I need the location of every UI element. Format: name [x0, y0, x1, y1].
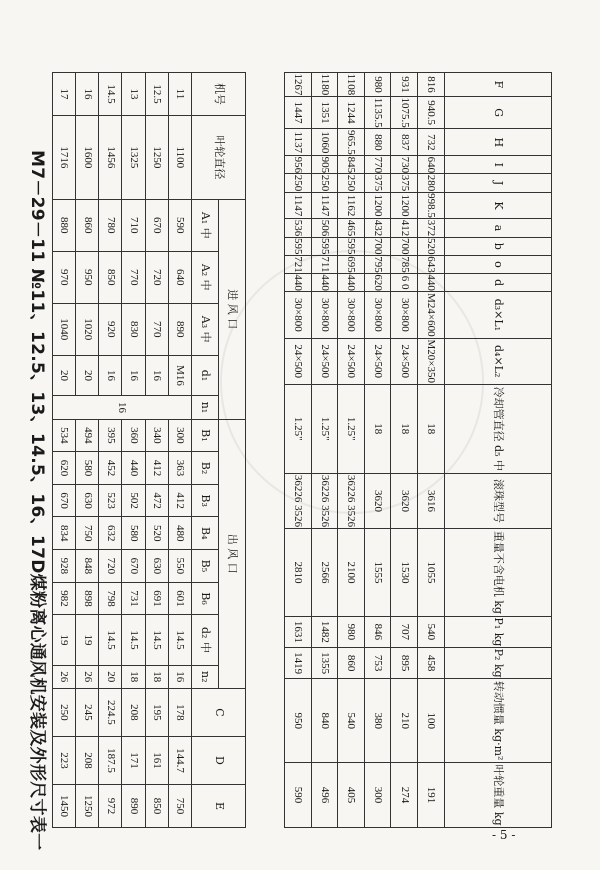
table-cell: 1180	[311, 73, 338, 97]
table-cell: 208	[76, 736, 99, 784]
table-cell: 1482	[311, 616, 338, 647]
table-cell: 30×800	[391, 292, 418, 338]
table-cell: 595	[285, 237, 312, 255]
table-cell: 250	[338, 174, 365, 192]
header-B5: B₅	[192, 550, 219, 583]
table-cell: 732	[418, 129, 445, 156]
table-one-body	[52, 73, 191, 828]
table-cell: 19	[76, 615, 99, 665]
table-cell: 24×500	[391, 338, 418, 384]
table-cell: 1020	[76, 303, 99, 355]
table-cell: 432	[364, 219, 391, 237]
table-cell: 550	[168, 550, 191, 583]
table-cell: 191	[418, 763, 445, 828]
table-cell: 1631	[285, 616, 312, 647]
table-cell: 1450	[52, 784, 75, 827]
table-cell: 18	[364, 384, 391, 473]
table-cell: 472	[145, 484, 168, 517]
table-cell: 440	[285, 274, 312, 292]
table-cell: 18	[391, 384, 418, 473]
table-cell: 506	[311, 219, 338, 237]
table-cell: 405	[338, 763, 365, 828]
header-d4L2: d₄×L₂	[444, 338, 551, 384]
table-cell: 982	[52, 582, 75, 615]
table-cell: 1325	[122, 115, 145, 199]
table-cell: 16	[99, 355, 122, 396]
table-cell: 1355	[311, 648, 338, 679]
table-cell: 595	[338, 237, 365, 255]
header-E: E	[192, 784, 246, 827]
table-cell: 1147	[311, 192, 338, 219]
table-cell: 363	[168, 452, 191, 485]
header-inlet: 进 风 口	[219, 199, 246, 419]
table-cell: 496	[311, 763, 338, 828]
table-cell: 905	[311, 156, 338, 174]
table-cell: 14.5	[99, 615, 122, 665]
table-cell: 30×800	[311, 292, 338, 338]
table-cell: 12.5	[145, 73, 168, 116]
table-cell: 372	[418, 219, 445, 237]
header-A3: A₃ 中	[192, 303, 219, 355]
table-cell: 670	[52, 484, 75, 517]
table-cell: 980	[364, 73, 391, 97]
table-cell: 440	[311, 274, 338, 292]
table-cell: 845	[338, 156, 365, 174]
table-cell: 36226 3526	[311, 473, 338, 528]
table-cell: 1419	[285, 648, 312, 679]
table-cell: 465	[338, 219, 365, 237]
table-cell: 195	[145, 688, 168, 736]
header-d3L1: d₃×L₁	[444, 292, 551, 338]
table-cell: 520	[418, 237, 445, 255]
header-J: J	[444, 174, 551, 192]
table-cell: 590	[168, 199, 191, 251]
table-cell: 187.5	[99, 736, 122, 784]
table-cell: 711	[311, 255, 338, 273]
table-cell: 36226 3526	[338, 473, 365, 528]
table-cell: 412	[168, 484, 191, 517]
table-cell: 1147	[285, 192, 312, 219]
table-cell: 412	[391, 219, 418, 237]
table-cell: 846	[364, 616, 391, 647]
table-cell: 940.5	[418, 96, 445, 129]
table-cell: 890	[168, 303, 191, 355]
table-cell: 920	[99, 303, 122, 355]
table-cell: 1244	[338, 96, 365, 129]
table-cell: 412	[145, 452, 168, 485]
table-cell: 2810	[285, 529, 312, 617]
table-cell: 780	[99, 199, 122, 251]
table-cell: 860	[338, 648, 365, 679]
table-cell: M20×350	[418, 338, 445, 384]
table-cell: 710	[122, 199, 145, 251]
table-cell: 19	[52, 615, 75, 665]
table-row	[76, 73, 99, 828]
table-cell: 1250	[76, 784, 99, 827]
table-cell: 1530	[391, 529, 418, 617]
table-cell: 700	[364, 237, 391, 255]
table-cell: 300	[364, 763, 391, 828]
table-cell: M16	[168, 355, 191, 396]
table-cell: 18	[145, 665, 168, 688]
table-cell: 375	[364, 174, 391, 192]
header-bearing: 滚珠型号	[444, 473, 551, 528]
table-cell: 440	[418, 274, 445, 292]
table-cell: 502	[122, 484, 145, 517]
table-cell: 340	[145, 419, 168, 452]
table-row	[145, 73, 168, 828]
header-P2: P₂ kg	[444, 648, 551, 679]
table-cell: 1108	[338, 73, 365, 97]
table-cell: 580	[76, 452, 99, 485]
table-cell: 6 0	[391, 274, 418, 292]
table-cell: 1600	[76, 115, 99, 199]
table-cell: 890	[122, 784, 145, 827]
document-title: M7－29－11 №11、12.5、13、14.5、16、17D煤粉离心通风机安装及外形尺寸表一	[27, 150, 47, 851]
table-cell: 171	[122, 736, 145, 784]
table-row	[364, 73, 391, 828]
table-cell: 16	[168, 665, 191, 688]
table-cell: 1040	[52, 303, 75, 355]
table-cell: 970	[52, 251, 75, 303]
table-cell: 834	[52, 517, 75, 550]
table-row	[99, 73, 122, 828]
table-cell: 144.7	[168, 736, 191, 784]
table-cell: 670	[122, 550, 145, 583]
table-cell: 3620	[364, 473, 391, 528]
table-cell: 245	[76, 688, 99, 736]
table-cell: 16	[145, 355, 168, 396]
table-cell: 30×800	[364, 292, 391, 338]
table-cell: 178	[168, 688, 191, 736]
table-cell: 14.5	[99, 73, 122, 116]
table-cell: 860	[76, 199, 99, 251]
table-cell: 3616	[418, 473, 445, 528]
table-cell: 816	[418, 73, 445, 97]
table-cell: 643	[418, 255, 445, 273]
table-cell: 753	[364, 648, 391, 679]
table-cell: 100	[418, 679, 445, 763]
header-P1: P₁ kg	[444, 616, 551, 647]
table-cell: 837	[391, 129, 418, 156]
table-cell: M24×600	[418, 292, 445, 338]
table-cell: 24×500	[311, 338, 338, 384]
table-cell: 695	[338, 255, 365, 273]
table-cell: 534	[52, 419, 75, 452]
table-cell: 1055	[418, 529, 445, 617]
table-cell: 640	[168, 251, 191, 303]
table-row	[311, 73, 338, 828]
table-cell: 770	[145, 303, 168, 355]
table-row	[285, 73, 312, 828]
table-cell: 898	[76, 582, 99, 615]
table-cell: 707	[391, 616, 418, 647]
table-cell: 795	[364, 255, 391, 273]
table-cell: 1351	[311, 96, 338, 129]
table-cell: 375	[391, 174, 418, 192]
table-cell: 670	[145, 199, 168, 251]
table-cell: 691	[145, 582, 168, 615]
table-cell: 840	[311, 679, 338, 763]
table-cell: 720	[99, 550, 122, 583]
table-cell: 972	[99, 784, 122, 827]
table-cell: 721	[285, 255, 312, 273]
table-cell: 250	[52, 688, 75, 736]
table-cell: 980	[338, 616, 365, 647]
table-cell: 250	[311, 174, 338, 192]
header-machine-no: 机号	[192, 73, 246, 116]
table-cell: 950	[76, 251, 99, 303]
table-cell: 440	[338, 274, 365, 292]
header-I: I	[444, 156, 551, 174]
header-H: H	[444, 129, 551, 156]
table-cell: 998.5	[418, 192, 445, 219]
table-cell: 630	[145, 550, 168, 583]
table-cell: 730	[391, 156, 418, 174]
table-cell: 950	[285, 679, 312, 763]
table-cell: 700	[391, 237, 418, 255]
table-cell: 731	[122, 582, 145, 615]
table-cell: 880	[52, 199, 75, 251]
table-cell: 1060	[311, 129, 338, 156]
table-cell: 161	[145, 736, 168, 784]
header-G: G	[444, 96, 551, 129]
header-impeller-diameter: 叶轮直径	[192, 115, 246, 199]
header-cooling-pipe: 冷却管直径 d₅ 中	[444, 384, 551, 473]
table-row	[391, 73, 418, 828]
table-cell: 830	[122, 303, 145, 355]
table-cell: 360	[122, 419, 145, 452]
table-cell: 223	[52, 736, 75, 784]
table-cell: 20	[99, 665, 122, 688]
table-cell: 2566	[311, 529, 338, 617]
table-cell: 965.5	[338, 129, 365, 156]
table-cell: 1200	[364, 192, 391, 219]
header-B2: B₂	[192, 452, 219, 485]
table-cell: 300	[168, 419, 191, 452]
table-cell: 36226 3526	[285, 473, 312, 528]
table-cell: 880	[364, 129, 391, 156]
table-cell: 2100	[338, 529, 365, 617]
table-cell: 956	[285, 156, 312, 174]
header-A2: A₂ 中	[192, 251, 219, 303]
table-cell: 850	[99, 251, 122, 303]
header-inertia: 转动惯量 kg·m²	[444, 679, 551, 763]
table-cell: 895	[391, 648, 418, 679]
header-d2: d₂ 中	[192, 615, 219, 665]
header-C: C	[192, 688, 246, 736]
table-cell: 250	[285, 174, 312, 192]
table-cell: 590	[285, 763, 312, 828]
table-cell: 17	[52, 73, 75, 116]
table-cell: 1137	[285, 129, 312, 156]
table-cell: 640	[418, 156, 445, 174]
header-n2: n₂	[192, 665, 219, 688]
table-cell: 3620	[391, 473, 418, 528]
header-n1: n₁	[192, 396, 219, 419]
table-cell: 16	[76, 73, 99, 116]
table-cell: 850	[145, 784, 168, 827]
table-cell: 785	[391, 255, 418, 273]
table-cell: 480	[168, 517, 191, 550]
header-F: F	[444, 73, 551, 97]
table-cell: 494	[76, 419, 99, 452]
table-cell: 452	[99, 452, 122, 485]
table-cell: 14.5	[145, 615, 168, 665]
table-cell: 770	[122, 251, 145, 303]
table-cell: 14.5	[168, 615, 191, 665]
table-cell: 770	[364, 156, 391, 174]
table-row	[52, 73, 75, 828]
header-d: d	[444, 274, 551, 292]
table-cell: 630	[76, 484, 99, 517]
table-cell: 1.25"	[338, 384, 365, 473]
table-cell-n1: 16	[52, 396, 191, 419]
table-cell: 632	[99, 517, 122, 550]
table-cell: 798	[99, 582, 122, 615]
header-d1: d₁	[192, 355, 219, 396]
table-cell: 1267	[285, 73, 312, 97]
table-cell: 601	[168, 582, 191, 615]
table-cell: 1.25"	[311, 384, 338, 473]
dimension-table-two	[284, 72, 552, 828]
table-cell: 210	[391, 679, 418, 763]
table-cell: 440	[122, 452, 145, 485]
table-cell: 620	[364, 274, 391, 292]
table-cell: 26	[52, 665, 75, 688]
table-cell: 750	[168, 784, 191, 827]
table-cell: 720	[145, 251, 168, 303]
header-a: a	[444, 219, 551, 237]
table-cell: 30×800	[285, 292, 312, 338]
header-D: D	[192, 736, 246, 784]
table-row	[122, 73, 145, 828]
table-cell: 280	[418, 174, 445, 192]
table-cell: 1200	[391, 192, 418, 219]
header-impeller-weight: 叶轮重量 kg	[444, 763, 551, 828]
table-cell: 26	[76, 665, 99, 688]
table-cell: 1250	[145, 115, 168, 199]
table-cell: 848	[76, 550, 99, 583]
table-cell: 14.5	[122, 615, 145, 665]
header-b: b	[444, 237, 551, 255]
table-cell: 18	[122, 665, 145, 688]
table-cell: 1456	[99, 115, 122, 199]
table-cell: 931	[391, 73, 418, 97]
table-row	[418, 73, 445, 828]
table-cell: 1447	[285, 96, 312, 129]
table-cell: 540	[338, 679, 365, 763]
table-row	[168, 73, 191, 828]
table-cell: 380	[364, 679, 391, 763]
table-cell: 11	[168, 73, 191, 116]
table-cell: 540	[418, 616, 445, 647]
table-cell: 1555	[364, 529, 391, 617]
table-two-body	[285, 73, 445, 828]
header-outlet: 出 风 口	[219, 419, 246, 688]
table-cell: 620	[52, 452, 75, 485]
table-cell: 1716	[52, 115, 75, 199]
page-number: - 5 -	[492, 828, 516, 842]
table-cell: 13	[122, 73, 145, 116]
table-cell: 928	[52, 550, 75, 583]
dimension-table-one	[52, 72, 246, 828]
header-B1: B₁	[192, 419, 219, 452]
table-cell: 458	[418, 648, 445, 679]
table-cell: 24×500	[338, 338, 365, 384]
table-cell: 24×500	[364, 338, 391, 384]
table-cell: 1162	[338, 192, 365, 219]
table-cell: 1135.5	[364, 96, 391, 129]
table-cell: 24×500	[285, 338, 312, 384]
table-cell: 274	[391, 763, 418, 828]
table-cell: 224.5	[99, 688, 122, 736]
table-row	[338, 73, 365, 828]
table-cell: 1.25"	[285, 384, 312, 473]
header-A1: A₁ 中	[192, 199, 219, 251]
header-B6: B₆	[192, 582, 219, 615]
header-K: K	[444, 192, 551, 219]
table-cell: 18	[418, 384, 445, 473]
table-cell: 208	[122, 688, 145, 736]
header-weight: 重量不含电机 kg	[444, 529, 551, 617]
header-o: o	[444, 255, 551, 273]
header-B3: B₃	[192, 484, 219, 517]
table-cell: 20	[52, 355, 75, 396]
table-cell: 523	[99, 484, 122, 517]
header-B4: B₄	[192, 517, 219, 550]
table-cell: 580	[122, 517, 145, 550]
table-cell: 750	[76, 517, 99, 550]
table-cell: 595	[311, 237, 338, 255]
table-cell: 395	[99, 419, 122, 452]
table-cell: 30×800	[338, 292, 365, 338]
table-cell: 1075.5	[391, 96, 418, 129]
table-cell: 520	[145, 517, 168, 550]
table-cell: 20	[76, 355, 99, 396]
table-cell: 16	[122, 355, 145, 396]
table-cell: 1100	[168, 115, 191, 199]
table-cell: 536	[285, 219, 312, 237]
